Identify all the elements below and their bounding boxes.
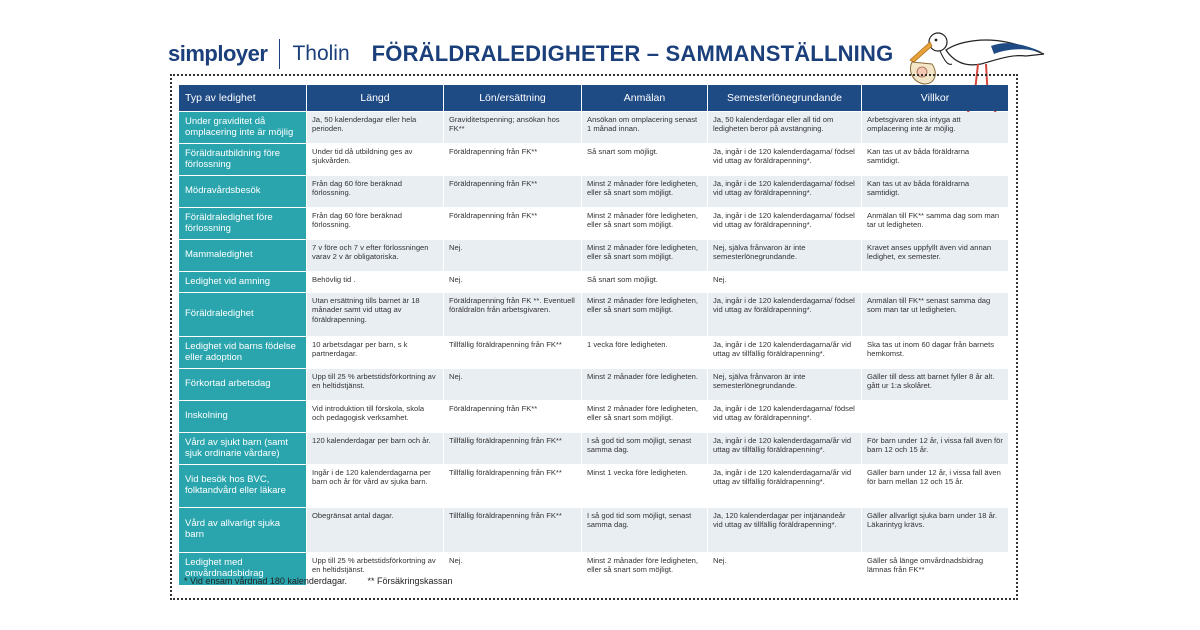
col-header-notice: Anmälan: [582, 85, 707, 111]
table-cell: Ja, ingår i de 120 kalenderdagarna/ födsel vid uttag av föräldrapenning*.: [708, 176, 861, 207]
table-cell: Graviditetspenning; ansökan hos FK**: [444, 112, 581, 143]
table-cell: Ingår i de 120 kalenderdagarna per barn och år för vård av sjuka barn.: [307, 465, 443, 507]
page-title: FÖRÄLDRALEDIGHETER – SAMMANSTÄLLNING: [371, 41, 894, 66]
table-cell: Ja, ingår i de 120 kalenderdagarna/år vid uttag av tillfällig föräldrapenning*.: [708, 465, 861, 507]
table-row: [179, 240, 1008, 271]
table-cell: Upp till 25 % arbetstidsförkortning av en heltidstjänst.: [307, 553, 443, 585]
row-label: Vård av sjukt barn (samt sjuk ordinarie vårdare): [179, 433, 306, 464]
table-cell: Vid introduktion till förskola, skola och pedagogisk verksamhet.: [307, 401, 443, 432]
row-label: Vård av allvarligt sjuka barn: [179, 508, 306, 552]
row-label: Föräldraledighet: [179, 293, 306, 336]
row-label: Under graviditet då omplacering inte är möjlig: [179, 112, 306, 143]
row-label: Vid besök hos BVC, folktandvård eller läkare: [179, 465, 306, 507]
table-cell: Nej, själva frånvaron är inte semesterlönegrundande.: [708, 240, 861, 271]
col-header-conditions: Villkor: [862, 85, 1008, 111]
row-label: Ledighet med omvårdnadsbidrag: [179, 553, 306, 585]
col-header-type: Typ av ledighet: [179, 85, 306, 111]
table-cell: Ja, 50 kalenderdagar eller hela perioden.: [307, 112, 443, 143]
row-label: Mammaledighet: [179, 240, 306, 271]
table-cell: Föräldrapenning från FK**: [444, 208, 581, 239]
table-cell: Ja, 50 kalenderdagar eller all tid om ledigheten beror på avstängning.: [708, 112, 861, 143]
table-cell: Från dag 60 före beräknad förlossning.: [307, 176, 443, 207]
col-header-vacation: Semesterlönegrundande: [708, 85, 861, 111]
table-row: [179, 337, 1008, 368]
table-cell: Minst 2 månader före ledigheten, eller så snart som möjligt.: [582, 240, 707, 271]
table-cell: Gäller till dess att barnet fyller 8 år alt. gått ur 1:a skolåret.: [862, 369, 1008, 400]
table-cell: 7 v före och 7 v efter förlossningen varav 2 v är obligatoriska.: [307, 240, 443, 271]
table-cell: Kan tas ut av båda föräldrarna samtidigt.: [862, 176, 1008, 207]
table-row: [179, 293, 1008, 336]
partner-logo: Tholin: [292, 42, 350, 65]
table-cell: Tillfällig föräldrapenning från FK**: [444, 465, 581, 507]
table-cell: Gäller allvarligt sjuka barn under 18 år. Läkarintyg krävs.: [862, 508, 1008, 552]
table-row: [179, 176, 1008, 207]
row-label: Ledighet vid barns födelse eller adoption: [179, 337, 306, 368]
table-cell: Arbetsgivaren ska intyga att omplacering inte är möjlig.: [862, 112, 1008, 143]
table-cell: Ja, 120 kalenderdagar per intjänandeår vid uttag av tillfällig föräldrapenning*.: [708, 508, 861, 552]
row-label: Förkortad arbetsdag: [179, 369, 306, 400]
table-cell: Gäller barn under 12 år, i vissa fall även för barn mellan 12 och 15 år.: [862, 465, 1008, 507]
table-row: [179, 208, 1008, 239]
table-cell: Minst 2 månader före ledigheten, eller så snart som möjligt.: [582, 208, 707, 239]
table-cell: Nej.: [444, 272, 581, 292]
table-cell: Ja, ingår i de 120 kalenderdagarna/ födsel vid uttag av föräldrapenning*.: [708, 144, 861, 175]
header-divider: [279, 39, 280, 69]
table-header-row: [179, 85, 1008, 111]
header: [168, 36, 893, 72]
table-cell: Från dag 60 före beräknad förlossning.: [307, 208, 443, 239]
table-cell: I så god tid som möjligt, senast samma dag.: [582, 433, 707, 464]
row-label: Mödravårdsbesök: [179, 176, 306, 207]
table-cell: Upp till 25 % arbetstidsförkortning av en heltidstjänst.: [307, 369, 443, 400]
table-cell: Utan ersättning tills barnet är 18 månader samt vid uttag av föräldrapenning.: [307, 293, 443, 336]
table-cell: Minst 2 månader före ledigheten, eller så snart som möjligt.: [582, 401, 707, 432]
table-row: [179, 401, 1008, 432]
table-cell: Minst 2 månader före ledigheten, eller så snart som möjligt.: [582, 176, 707, 207]
row-label: Ledighet vid amning: [179, 272, 306, 292]
table-cell: Föräldrapenning från FK **. Eventuell föräldralön från arbetsgivaren.: [444, 293, 581, 336]
footnotes: [184, 576, 471, 586]
table-cell: Minst 2 månader före ledigheten, eller så snart som möjligt.: [582, 293, 707, 336]
table-cell: I så god tid som möjligt, senast samma dag.: [582, 508, 707, 552]
table-row: [179, 369, 1008, 400]
table-cell: Nej, själva frånvaron är inte semesterlönegrundande.: [708, 369, 861, 400]
table-cell: 10 arbetsdagar per barn, s k partnerdagar.: [307, 337, 443, 368]
table-cell: Föräldrapenning från FK**: [444, 401, 581, 432]
table-row: [179, 465, 1008, 507]
row-label: Inskolning: [179, 401, 306, 432]
table-cell: Så snart som möjligt.: [582, 144, 707, 175]
table-cell: Ja, ingår i de 120 kalenderdagarna/år vid uttag av tillfällig föräldrapenning*.: [708, 433, 861, 464]
table-row: [179, 272, 1008, 292]
table-row: [179, 144, 1008, 175]
table-cell: Anmälan till FK** senast samma dag som man tar ut ledigheten.: [862, 293, 1008, 336]
table-cell: Ansökan om omplacering senast 1 månad innan.: [582, 112, 707, 143]
table-cell: Tillfällig föräldrapenning från FK**: [444, 508, 581, 552]
table-cell: Nej.: [708, 553, 861, 585]
table-cell: 1 vecka före ledigheten.: [582, 337, 707, 368]
col-header-pay: Lön/ersättning: [444, 85, 581, 111]
table-cell: Kravet anses uppfyllt även vid annan ledighet, ex semester.: [862, 240, 1008, 271]
table-cell: Gäller så länge omvårdnadsbidrag lämnas från FK**: [862, 553, 1008, 585]
simployer-logo: simployer: [168, 41, 268, 66]
table-cell: För barn under 12 år, i vissa fall även för barn 12 och 15 år.: [862, 433, 1008, 464]
table-cell: Föräldrapenning från FK**: [444, 144, 581, 175]
table-cell: Kan tas ut av båda föräldrarna samtidigt.: [862, 144, 1008, 175]
table-cell: Nej.: [444, 553, 581, 585]
table-cell: 120 kalenderdagar per barn och år.: [307, 433, 443, 464]
table-row: [179, 433, 1008, 464]
table-cell: Ja, ingår i de 120 kalenderdagarna/år vid uttag av tillfällig föräldrapenning*.: [708, 337, 861, 368]
table-cell: Ja, ingår i de 120 kalenderdagarna/ födsel vid uttag av föräldrapenning*.: [708, 401, 861, 432]
table-cell: Ska tas ut inom 60 dagar från barnets hemkomst.: [862, 337, 1008, 368]
table-cell: Nej.: [444, 369, 581, 400]
col-header-length: Längd: [307, 85, 443, 111]
table-cell: Minst 2 månader före ledigheten.: [582, 369, 707, 400]
footnote-fk: ** Försäkringskassan: [367, 576, 453, 586]
table-cell: Obegränsat antal dagar.: [307, 508, 443, 552]
table-cell: [862, 272, 1008, 292]
table-cell: Anmälan till FK** samma dag som man tar ut ledigheten.: [862, 208, 1008, 239]
table-cell: Minst 2 månader före ledigheten, eller så snart som möjligt.: [582, 553, 707, 585]
table-cell: Så snart som möjligt.: [582, 272, 707, 292]
table-cell: Nej.: [708, 272, 861, 292]
table-cell: Föräldrapenning från FK**: [444, 176, 581, 207]
table-cell: Tillfällig föräldrapenning från FK**: [444, 433, 581, 464]
table-cell: Tillfällig föräldrapenning från FK**: [444, 337, 581, 368]
row-label: Föräldraledighet före förlossning: [179, 208, 306, 239]
footnote-single-custody: * Vid ensam vårdnad 180 kalenderdagar.: [184, 576, 347, 586]
row-label: Föräldrautbildning före förlossning: [179, 144, 306, 175]
leave-table: [178, 84, 1009, 586]
table-cell: Minst 1 vecka före ledigheten.: [582, 465, 707, 507]
table-cell: Ja, ingår i de 120 kalenderdagarna/ födsel vid uttag av föräldrapenning*.: [708, 208, 861, 239]
table-cell: Under tid då utbildning ges av sjukvården.: [307, 144, 443, 175]
table-cell: Behövlig tid .: [307, 272, 443, 292]
table-cell: Ja, ingår i de 120 kalenderdagarna/ födsel vid uttag av föräldrapenning*.: [708, 293, 861, 336]
table-cell: Nej.: [444, 240, 581, 271]
table-cell: [862, 401, 1008, 432]
table-row: [179, 508, 1008, 552]
table-row: [179, 112, 1008, 143]
